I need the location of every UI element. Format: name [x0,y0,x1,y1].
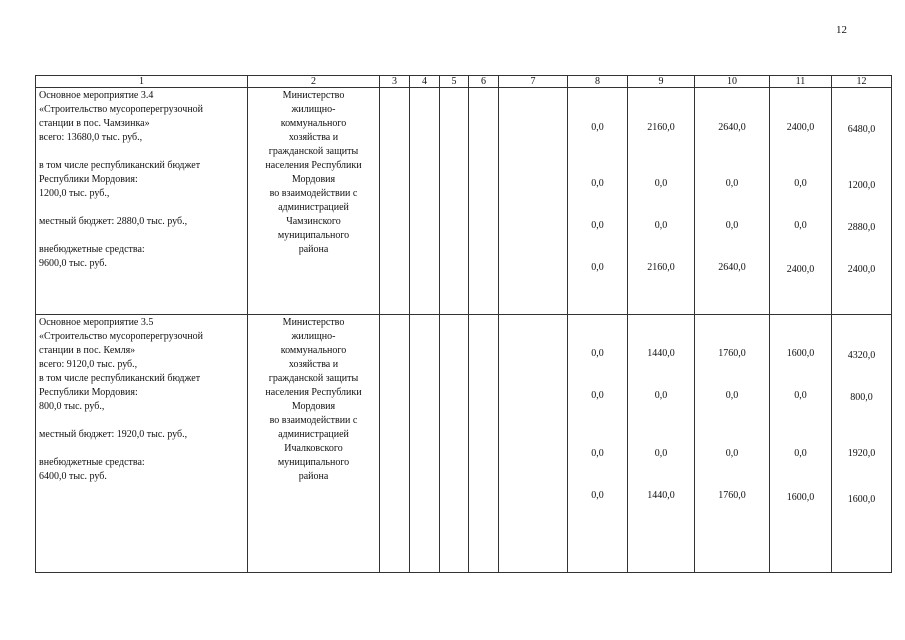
empty-cell [499,88,568,315]
header-row [36,76,892,88]
value-column [770,315,832,573]
desc-spacer [39,442,244,456]
value-cell: 6480,0 [847,124,876,135]
agency-line: гражданской защиты [268,373,359,384]
desc-spacer [39,414,244,428]
value-column [832,88,892,315]
agency-line: района [298,471,329,482]
desc-line: Основное мероприятие 3.5 [39,317,154,328]
table-row [36,315,892,573]
header-cell: 5 [440,76,469,88]
value-cell: 2160,0 [647,262,675,273]
measure-description [36,88,248,315]
header-cell: 3 [380,76,410,88]
agency-line: Мордовия [291,174,336,185]
desc-line: внебюджетные средства: [39,457,145,468]
agency-line: жилищно- [291,104,336,115]
header-cell: 6 [469,76,499,88]
value-cell: 0,0 [654,220,668,231]
agency-line: коммунального [280,345,347,356]
value-cell: 0,0 [794,448,807,459]
value-cell: 1200,0 [847,180,876,191]
value-cell: 2400,0 [847,264,876,275]
value-cell: 0,0 [591,122,604,133]
desc-spacer [39,201,244,215]
desc-line: Республики Мордовия: [39,387,138,398]
value-cell: 0,0 [725,178,739,189]
value-cell: 0,0 [591,178,604,189]
empty-cell [440,315,469,573]
value-cell: 2880,0 [847,222,876,233]
agency-line: во взаимодействии с [269,415,358,426]
value-cell: 0,0 [591,220,604,231]
responsible-agency [248,315,380,573]
agency-line: Чамзинского [286,216,341,227]
empty-cell [469,88,499,315]
agency-line: хозяйства и [288,132,339,143]
header-cell: 4 [410,76,440,88]
desc-spacer [39,229,244,243]
header-cell: 12 [832,76,892,88]
value-cell: 2400,0 [786,264,815,275]
header-cell: 10 [695,76,770,88]
value-cell: 1920,0 [847,448,876,459]
agency-line: администрацией [278,202,349,213]
header-cell: 1 [36,76,248,88]
desc-line: Основное мероприятие 3.4 [39,90,154,101]
desc-line: Республики Мордовия: [39,174,138,185]
header-cell: 9 [628,76,695,88]
desc-line: 6400,0 тыс. руб. [39,471,107,482]
empty-cell [499,315,568,573]
value-column [832,315,892,573]
agency-line: администрацией [278,429,349,440]
value-cell: 0,0 [725,390,739,401]
value-column [695,88,770,315]
empty-cell [410,315,440,573]
desc-line: местный бюджет: 2880,0 тыс. руб., [39,216,188,227]
value-cell: 1440,0 [647,348,675,359]
value-cell: 2160,0 [647,122,675,133]
value-cell: 0,0 [591,390,604,401]
value-cell: 0,0 [654,178,668,189]
agency-line: коммунального [280,118,347,129]
header-cell: 11 [770,76,832,88]
value-cell: 0,0 [725,220,739,231]
measure-description [36,315,248,573]
agency-line: гражданской защиты [268,146,359,157]
value-column [568,315,628,573]
value-cell: 1760,0 [718,348,746,359]
desc-spacer [39,145,244,159]
desc-line: всего: 13680,0 тыс. руб., [39,132,143,143]
agency-line: населения Республики [265,387,362,398]
agency-line: Министерство [282,90,345,101]
desc-line: 9600,0 тыс. руб. [39,258,107,269]
value-cell: 0,0 [654,390,668,401]
value-cell: 1440,0 [647,490,675,501]
desc-line: «Строительство мусороперегрузочной [39,104,204,115]
desc-line: всего: 9120,0 тыс. руб., [39,359,138,370]
value-cell: 0,0 [591,262,604,273]
value-cell: 0,0 [591,490,604,501]
value-cell: 0,0 [591,348,604,359]
value-cell: 4320,0 [847,350,876,361]
page-number: 12 [836,24,847,36]
value-column [770,88,832,315]
header-cell: 7 [499,76,568,88]
empty-cell [440,88,469,315]
empty-cell [469,315,499,573]
value-cell: 2640,0 [718,262,746,273]
value-cell: 1760,0 [718,490,746,501]
agency-line: Ичалковского [284,443,343,454]
desc-line: 800,0 тыс. руб., [39,401,105,412]
value-cell: 1600,0 [786,492,815,503]
header-cell: 8 [568,76,628,88]
desc-line: станции в пос. Чамзинка» [39,118,150,129]
desc-line: в том числе республиканский бюджет [39,160,201,171]
value-column [568,88,628,315]
desc-line: в том числе республиканский бюджет [39,373,201,384]
agency-line: района [298,244,329,255]
agency-line: муниципального [277,457,350,468]
value-column [628,315,695,573]
agency-line: во взаимодействии с [269,188,358,199]
responsible-agency [248,88,380,315]
desc-line: 1200,0 тыс. руб., [39,188,110,199]
value-column [628,88,695,315]
agency-line: Мордовия [291,401,336,412]
value-cell: 2400,0 [786,122,815,133]
value-cell: 0,0 [794,390,807,401]
table-row [36,88,892,315]
value-cell: 2640,0 [718,122,746,133]
agency-line: Министерство [282,317,345,328]
desc-line: местный бюджет: 1920,0 тыс. руб., [39,429,188,440]
value-cell: 1600,0 [847,494,876,505]
value-column [695,315,770,573]
agency-line: муниципального [277,230,350,241]
value-cell: 0,0 [591,448,604,459]
budget-table [35,75,892,573]
value-cell: 1600,0 [786,348,815,359]
desc-line: внебюджетные средства: [39,244,145,255]
empty-cell [380,315,410,573]
value-cell: 0,0 [794,178,807,189]
desc-line: «Строительство мусороперегрузочной [39,331,204,342]
desc-line: станции в пос. Кемля» [39,345,136,356]
value-cell: 0,0 [654,448,668,459]
empty-cell [410,88,440,315]
value-cell: 0,0 [725,448,739,459]
agency-line: населения Республики [265,160,362,171]
agency-line: хозяйства и [288,359,339,370]
agency-line: жилищно- [291,331,336,342]
value-cell: 800,0 [850,392,873,403]
header-cell: 2 [248,76,380,88]
empty-cell [380,88,410,315]
value-cell: 0,0 [794,220,807,231]
